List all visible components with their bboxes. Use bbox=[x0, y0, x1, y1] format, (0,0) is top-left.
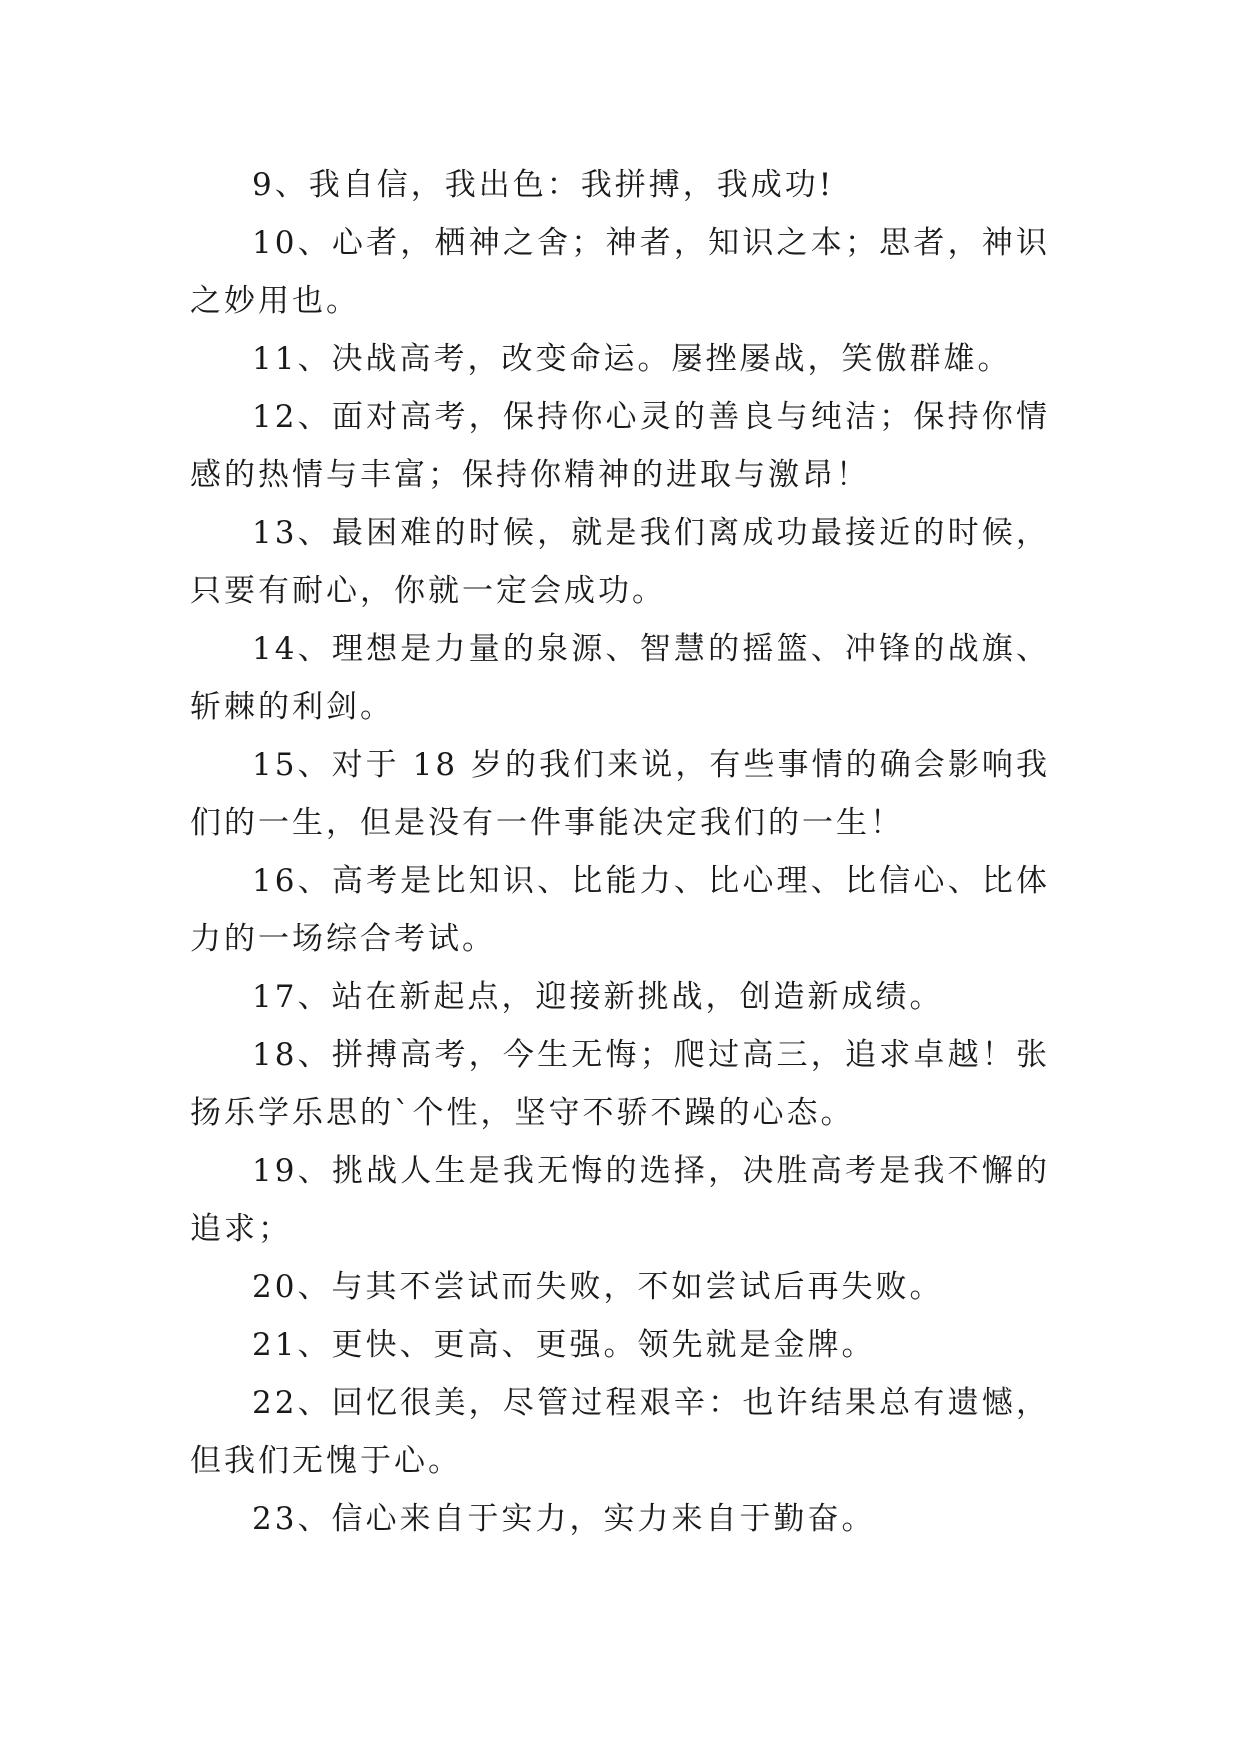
paragraph-18: 18、拼搏高考，今生无悔；爬过高三，追求卓越！张扬乐学乐思的`个性，坚守不骄不躁的心态。 bbox=[190, 1037, 1050, 1131]
paragraph-22: 22、回忆很美，尽管过程艰辛：也许结果总有遗憾，但我们无愧于心。 bbox=[190, 1385, 1050, 1479]
paragraph-13: 13、最困难的时候，就是我们离成功最接近的时候，只要有耐心，你就一定会成功。 bbox=[190, 515, 1050, 609]
paragraph-17: 17、站在新起点，迎接新挑战，创造新成绩。 bbox=[252, 979, 944, 1015]
paragraph-11: 11、决战高考，改变命运。屡挫屡战，笑傲群雄。 bbox=[252, 341, 1012, 377]
paragraph-9: 9、我自信，我出色：我拼搏，我成功! bbox=[252, 167, 835, 203]
paragraph-21: 21、更快、更高、更强。领先就是金牌。 bbox=[252, 1327, 876, 1363]
paragraph-12: 12、面对高考，保持你心灵的善良与纯洁；保持你情感的热情与丰富；保持你精神的进取与激昂！ bbox=[190, 399, 1050, 493]
document-body bbox=[190, 156, 1050, 1548]
paragraph-15: 15、对于 18 岁的我们来说，有些事情的确会影响我们的一生，但是没有一件事能决定我们的一生！ bbox=[190, 747, 1050, 841]
paragraph-10: 10、心者，栖神之舍；神者，知识之本；思者，神识之妙用也。 bbox=[190, 225, 1050, 319]
paragraph-20: 20、与其不尝试而失败，不如尝试后再失败。 bbox=[252, 1269, 944, 1305]
paragraph-16: 16、高考是比知识、比能力、比心理、比信心、比体力的一场综合考试。 bbox=[190, 863, 1050, 957]
paragraph-19: 19、挑战人生是我无悔的选择，决胜高考是我不懈的追求； bbox=[190, 1153, 1050, 1247]
paragraph-23: 23、信心来自于实力，实力来自于勤奋。 bbox=[252, 1501, 876, 1537]
paragraph-14: 14、理想是力量的泉源、智慧的摇篮、冲锋的战旗、斩棘的利剑。 bbox=[190, 631, 1050, 725]
